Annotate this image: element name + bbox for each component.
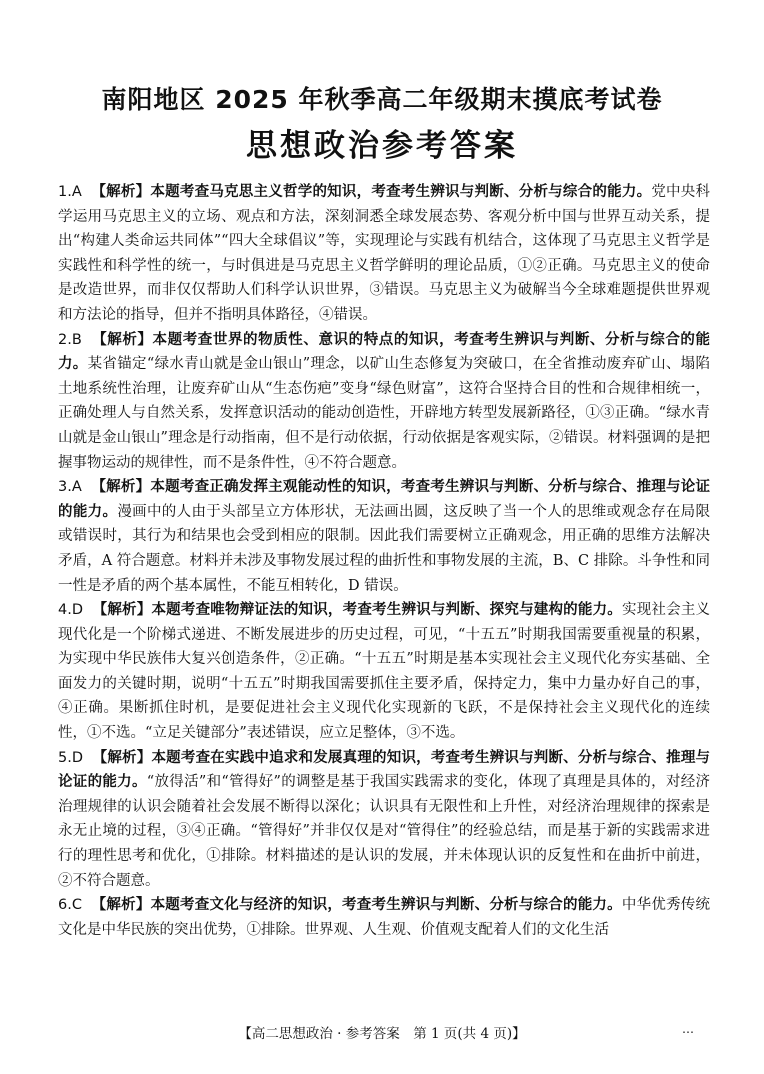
answer-lead: 本题考查正确发挥主观能动性的知识，考查考生辨识与判断、分析与综合、推理与论证的能力。 <box>58 478 711 520</box>
answer-text: 漫画中的人由于头部呈立方体形状，无法画出圆，这反映了当一个人的思维或观念存在局限或错误时，其行为和结果也会受到相应的限制。因此我们需要树立正确观念，用正确的思维方法解决矛盾，A 符合题意。材料并未涉及事物发展过程的曲折性和事物发展的主流，B、C 排除。斗争性和同一性是矛盾的两个基本属性，不能互相转化，D 错误。 <box>58 503 711 594</box>
page-footer: 【高二思想政治 · 参考答案 第 1 页(共 4 页)】 <box>238 1026 526 1042</box>
analysis-tag: 【解析】 <box>91 183 151 200</box>
answer-item-5 <box>58 746 710 894</box>
answer-number: 6.C <box>58 897 82 914</box>
answer-number: 4.D <box>58 602 83 619</box>
answer-lead: 本题考查文化与经济的知识，考查考生辨识与判断、分析与综合的能力。 <box>150 896 622 914</box>
answer-lead: 本题考查马克思主义哲学的知识，考查考生辨识与判断、分析与综合的能力。 <box>150 183 652 200</box>
answer-number: 5.D <box>58 749 83 766</box>
footer-ellipsis: … <box>682 1022 694 1036</box>
answer-text: 党中央科学运用马克思主义的立场、观点和方法，深刻洞悉全球发展态势、客观分析中国与世界互动关系，提出“构建人类命运共同体”“四大全球倡议”等，实现理论与实践有机结合，这体现了马克思主义哲学是实践性和科学性的统一，与时俱进是马克思主义哲学鲜明的理论品质，①②正确。马克思主义的使命是改造世界，而非仅仅帮助人们科学认识世界，③错误。马克思主义为破解当今全球难题提供世界观和方法论的指导，但并不指明具体路径，④错误。 <box>58 184 711 323</box>
answer-number: 2.B <box>58 331 82 348</box>
analysis-tag: 【解析】 <box>92 330 153 348</box>
analysis-tag: 【解析】 <box>91 896 151 914</box>
answer-text: 实现社会主义现代化是一个阶梯式递进、不断发展进步的历史过程，可见，“十五五”时期我国需要重视量的积累，为实现中华民族伟大复兴创造条件，②正确。“十五五”时期是基本实现社会主义现代化夯实基础、全面发力的关键时期，说明“十五五”时期我国需要抓住主要矛盾，保持定力，集中力量办好自己的事，④正确。果断抓住时机，是要促进社会主义现代化实现新的飞跃，不是保持社会主义现代化的连续性，①不选。“立足关键部分”表述错误，应立足整体，③不选。 <box>58 602 711 742</box>
exam-title: 南阳地区 2025 年秋季高二年级期末摸底考试卷 <box>101 85 663 114</box>
answer-item-3 <box>58 475 710 598</box>
answer-number: 1.A <box>58 184 82 200</box>
analysis-tag: 【解析】 <box>91 478 151 496</box>
answer-text: 某省锚定“绿水青山就是金山银山”理念，以矿山生态修复为突破口，在全省推动废弃矿山、塌陷土地系统性治理，让废弃矿山从“生态伤疤”变身“绿色财富”，这符合坚持合目的性和合规律相统一，正确处理人与自然关系，发挥意识活动的能动创造性，开辟地方转型发展新路径，①③正确。“绿水青山就是金山银山”理念是行动指南，但不是行动依据，行动依据是客观实际，②错误。材料强调的是把握事物运动的规律性，而不是条件性，④不符合题意。 <box>58 356 710 471</box>
answer-key-title: 思想政治参考答案 <box>246 128 518 164</box>
answer-lead: 本题考查唯物辩证法的知识，考查考生辨识与判断、探究与建构的能力。 <box>151 601 623 619</box>
answer-text: “放得活”和“管得好”的调整是基于我国实践需求的变化，体现了真理是具体的，对经济治理规律的认识会随着社会发展不断得以深化；认识具有无限性和上升性，对经济治理规律的探索是永无止境的过程，③④正确。“管得好”并非仅仅是对“管得住”的经验总结，而是基于新的实践需求进行的理性思考和优化，①排除。材料描述的是认识的发展，并未体现认识的反复性和在曲折中前进，②不符合题意。 <box>58 774 710 889</box>
analysis-tag: 【解析】 <box>92 748 152 766</box>
answer-list <box>58 180 710 942</box>
answer-item-6 <box>58 893 710 942</box>
analysis-tag: 【解析】 <box>92 601 152 619</box>
answer-number: 3.A <box>58 479 82 496</box>
answer-item-4 <box>58 598 710 746</box>
answer-text: 中华优秀传统文化是中华民族的突出优势，①排除。世界观、人生观、价值观支配着人们的文化生活 <box>58 897 711 938</box>
answer-lead: 本题考查世界的物质性、意识的特点的知识，考查考生辨识与判断、分析与综合的能力。 <box>58 330 711 373</box>
answer-item-2 <box>58 328 710 476</box>
answer-item-1 <box>58 180 710 328</box>
answer-lead: 本题考查在实践中追求和发展真理的知识，考查考生辨识与判断、分析与综合、推理与论证的能力。 <box>58 748 711 791</box>
